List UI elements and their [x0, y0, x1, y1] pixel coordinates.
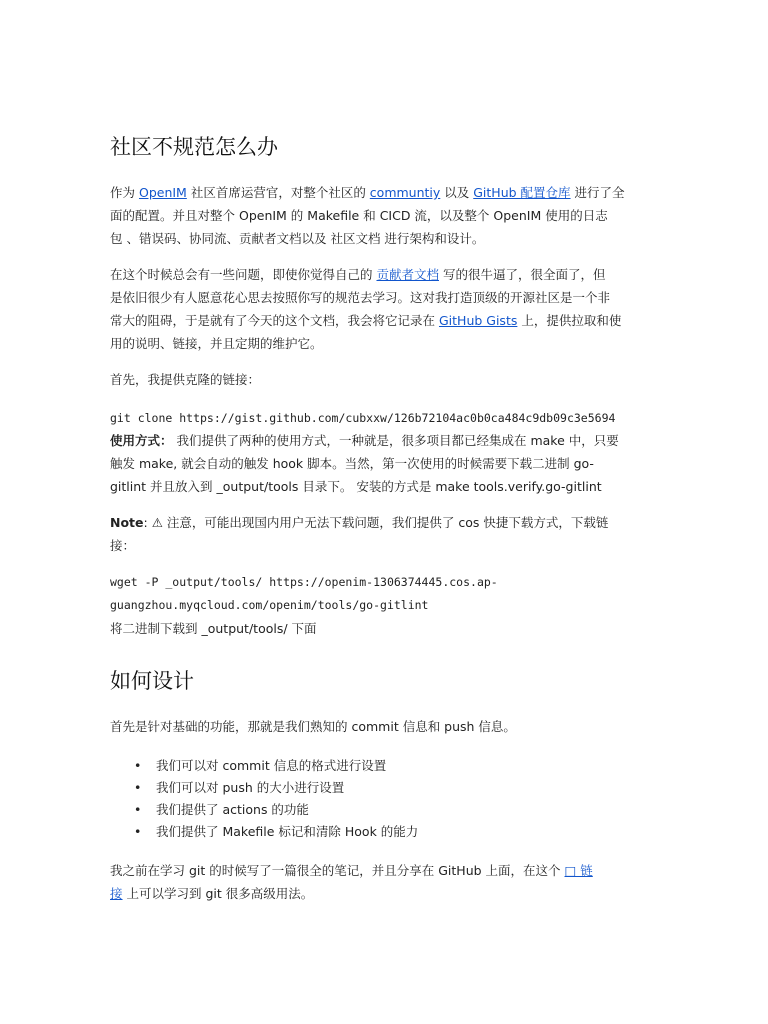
paragraph-git-notes	[110, 859, 658, 905]
text-span: 以及	[440, 185, 474, 200]
paragraph-line	[110, 511, 658, 534]
list-item-text: 我们可以对 commit 信息的格式进行设置	[156, 758, 387, 773]
paragraph-line: 触发 make, 就会自动的触发 hook 脚本。当然，第一次使用的时候需要下载二进制 go-	[110, 456, 594, 471]
paragraph-line	[110, 882, 658, 905]
paragraph-line: 是依旧很少有人愿意花心思去按照你写的规范去学习。这对我打造顶级的开源社区是一个非	[110, 290, 611, 305]
wget-command	[110, 571, 658, 640]
text-span: 我之前在学习 git 的时候写了一篇很全的笔记，并且分享在 GitHub 上面，在这个	[110, 863, 565, 878]
text-span: 进行了全	[570, 185, 625, 200]
code-line: wget -P _output/tools/ https://openim-1306374445.cos.ap-	[110, 575, 498, 589]
list-item	[134, 821, 418, 843]
text-span: 上可以学习到 git 很多高级用法。	[122, 886, 314, 901]
list-item-text: 我们提供了 Makefile 标记和清除 Hook 的能力	[156, 824, 419, 839]
paragraph-line: 用的说明、链接，并且定期的维护它。	[110, 336, 323, 351]
text-span: : ⚠ 注意，可能出现国内用户无法下载问题，我们提供了 cos 快捷下载方式，下载链	[143, 515, 609, 530]
list-item-text: 我们提供了 actions 的功能	[156, 802, 309, 817]
bullet-icon: •	[134, 824, 142, 839]
git-notes-link[interactable]: □ 链	[564, 863, 593, 878]
paragraph-line: 首先，我提供克隆的链接：	[110, 372, 261, 387]
contributor-doc-link[interactable]: 贡献者文档	[376, 267, 439, 282]
paragraph-line	[110, 859, 658, 882]
paragraph-intro	[110, 181, 658, 250]
text-span: 我们提供了两种的使用方式，一种就是，很多项目都已经集成在 make 中，只要	[172, 433, 619, 448]
community-link[interactable]: communtiy	[369, 185, 441, 200]
heading-community-standards: 社区不规范怎么办	[110, 135, 278, 159]
bullet-icon: •	[134, 780, 142, 795]
clone-command	[110, 407, 658, 430]
paragraph-line: 面的配置。并且对整个 OpenIM 的 Makefile 和 CICD 流，以及整个 OpenIM 使用的日志	[110, 208, 608, 223]
paragraph-line: 将二进制下载到 _output/tools/ 下面	[110, 621, 317, 636]
bullet-icon: •	[134, 802, 142, 817]
usage-label: 使用方式：	[110, 433, 173, 448]
code-line: guangzhou.myqcloud.com/openim/tools/go-gitlint	[110, 598, 429, 612]
paragraph-line	[110, 181, 658, 204]
text-span: 写的很牛逼了，很全面了，但	[439, 267, 606, 282]
list-item	[134, 777, 418, 799]
paragraph-line: 接：	[110, 538, 136, 553]
feature-list	[134, 755, 418, 843]
paragraph-line	[110, 429, 658, 452]
list-item	[134, 755, 418, 777]
paragraph-problem	[110, 263, 658, 355]
note-label: Note	[110, 515, 144, 530]
paragraph-line	[110, 263, 658, 286]
text-span: 常大的阻碍，于是就有了今天的这个文档，我会将它记录在	[110, 313, 439, 328]
bullet-icon: •	[134, 758, 142, 773]
github-gists-link[interactable]: GitHub Gists	[438, 313, 518, 328]
text-span: 在这个时候总会有一些问题，即使你觉得自己的	[110, 267, 377, 282]
git-notes-link-continued[interactable]: 接	[110, 886, 123, 901]
paragraph-clone-intro	[110, 368, 658, 391]
text-span: 社区首席运营官，对整个社区的	[186, 185, 370, 200]
paragraph-line	[110, 309, 658, 332]
openim-link[interactable]: OpenIM	[138, 185, 187, 200]
list-item-text: 我们可以对 push 的大小进行设置	[156, 780, 345, 795]
paragraph-design-intro	[110, 715, 658, 738]
github-config-repo-link[interactable]: GitHub 配置仓库	[473, 185, 571, 200]
heading-how-to-design: 如何设计	[110, 669, 194, 693]
paragraph-usage	[110, 429, 658, 498]
paragraph-line: gitlint 并且放入到 _output/tools 目录下。 安装的方式是 make tools.verify.go-gitlint	[110, 479, 602, 494]
list-item	[134, 799, 418, 821]
code-line: git clone https://gist.github.com/cubxxw/126b72104ac0b0ca484c9db09c3e5694	[110, 411, 616, 425]
paragraph-note	[110, 511, 658, 557]
paragraph-line: 包 、错误码、协同流、贡献者文档以及 社区文档 进行架构和设计。	[110, 231, 485, 246]
text-span: 上，提供拉取和使	[517, 313, 622, 328]
text-span: 作为	[110, 185, 139, 200]
paragraph-line: 首先是针对基础的功能，那就是我们熟知的 commit 信息和 push 信息。	[110, 719, 516, 734]
